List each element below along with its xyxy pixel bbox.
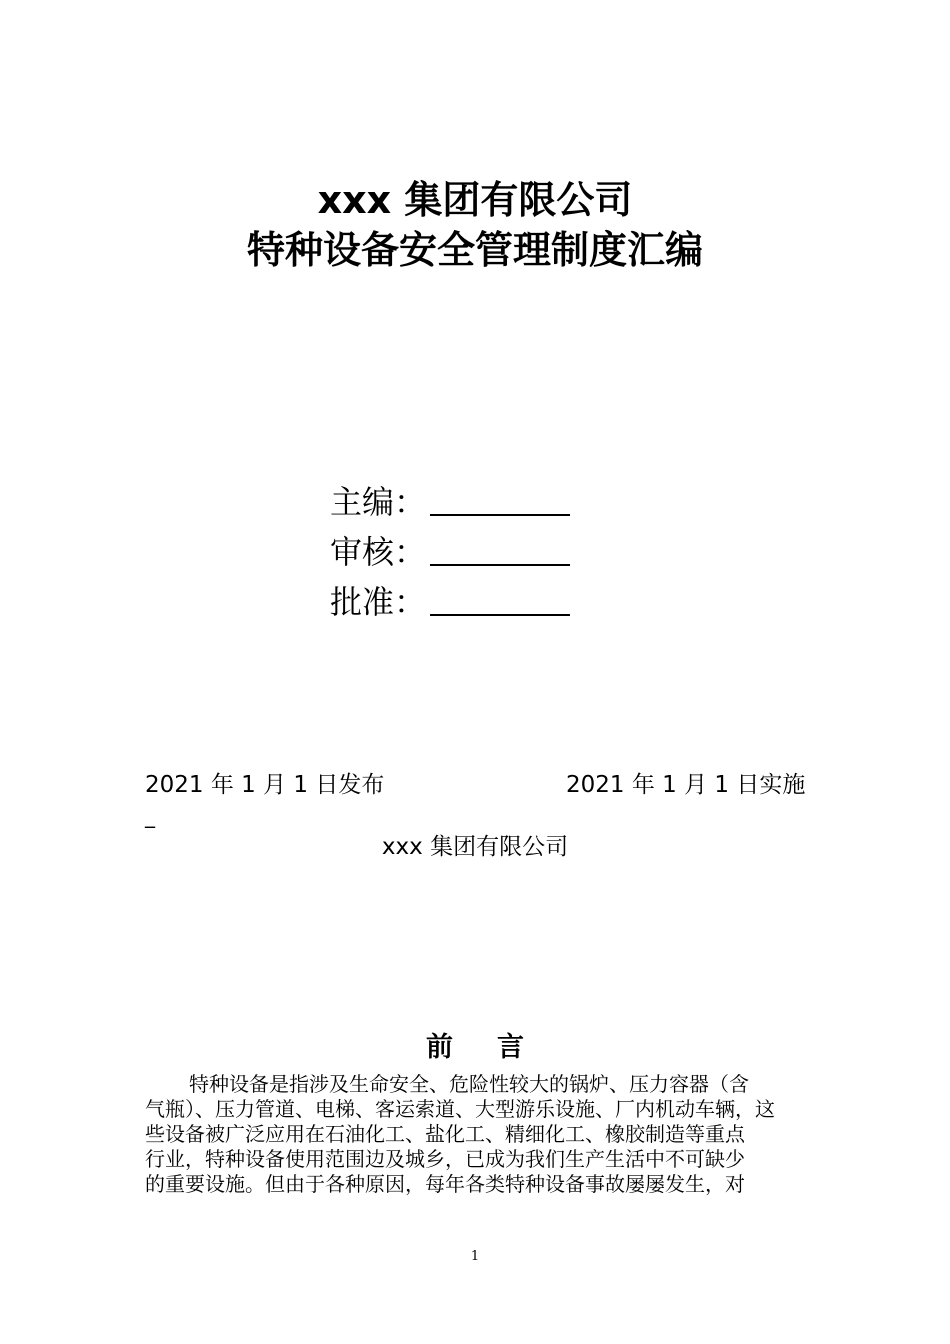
signature-blank-line bbox=[430, 563, 570, 566]
signature-blank-line bbox=[430, 513, 570, 516]
preface-body bbox=[145, 1072, 805, 1197]
dash-mark: _ bbox=[145, 804, 155, 828]
preface-line: 气瓶）、压力管道、电梯、客运索道、大型游乐设施、厂内机动车辆，这 bbox=[145, 1097, 775, 1121]
effective-date: 2021 年 1 月 1 日实施 bbox=[566, 772, 806, 798]
signature-label-approver: 批准： bbox=[330, 583, 427, 621]
preface-line: 特种设备是指涉及生命安全、危险性较大的锅炉、压力容器（含 bbox=[189, 1072, 749, 1096]
signature-row-editor bbox=[330, 474, 570, 522]
page-number: 1 bbox=[470, 1249, 480, 1264]
document-title-company: xxx 集团有限公司 bbox=[317, 178, 633, 222]
publish-date: 2021 年 1 月 1 日发布 bbox=[145, 772, 385, 798]
signature-row-approver bbox=[330, 574, 570, 622]
preface-title bbox=[0, 1030, 950, 1066]
preface-line: 些设备被广泛应用在石油化工、盐化工、精细化工、橡胶制造等重点 bbox=[145, 1122, 745, 1146]
signature-label-editor: 主编： bbox=[330, 483, 427, 521]
signature-blank-line bbox=[430, 613, 570, 616]
signature-row-reviewer bbox=[330, 524, 570, 572]
preface-line: 行业，特种设备使用范围边及城乡，已成为我们生产生活中不可缺少 bbox=[145, 1147, 745, 1171]
signature-label-reviewer: 审核： bbox=[330, 533, 427, 571]
preface-title-part1: 前 bbox=[426, 1032, 453, 1063]
document-title: 特种设备安全管理制度汇编 bbox=[246, 228, 703, 272]
preface-line: 的重要设施。但由于各种原因，每年各类特种设备事故屡屡发生，对 bbox=[145, 1172, 745, 1196]
preface-title-part2: 言 bbox=[497, 1032, 524, 1063]
company-name: xxx 集团有限公司 bbox=[381, 834, 569, 860]
